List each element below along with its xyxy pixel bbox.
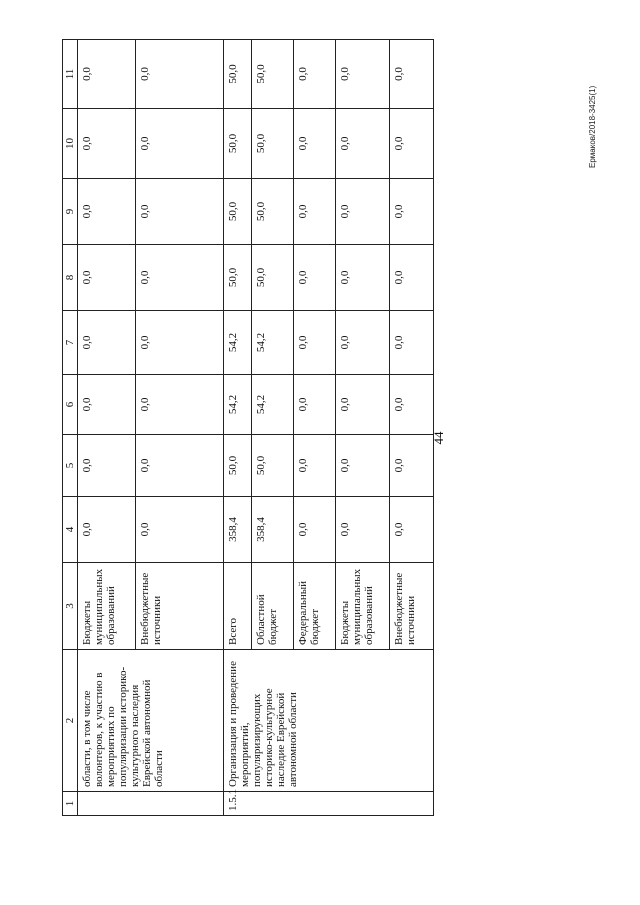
value-cell: 0,0 (294, 375, 336, 435)
value-cell: 0,0 (294, 435, 336, 497)
value-cell: 54,2 (252, 311, 294, 375)
value-cell: 0,0 (136, 435, 224, 497)
budget-table (62, 39, 434, 816)
funding-source-cell: Внебюджетные источники (136, 563, 224, 650)
header-cell: 2 (63, 650, 78, 792)
funding-source-cell: Федеральный бюджет (294, 563, 336, 650)
item-number-cell: 1.5.1 (224, 792, 434, 816)
value-cell: 50,0 (252, 109, 294, 179)
value-cell: 0,0 (78, 40, 136, 109)
value-cell: 0,0 (136, 109, 224, 179)
value-cell: 50,0 (252, 245, 294, 311)
header-cell: 1 (63, 792, 78, 816)
value-cell: 0,0 (294, 245, 336, 311)
value-cell: 0,0 (294, 109, 336, 179)
value-cell: 0,0 (336, 179, 390, 245)
value-cell: 0,0 (136, 311, 224, 375)
value-cell: 0,0 (336, 245, 390, 311)
item-description-cell: области, в том числе волонтеров, к участию в мероприятиях по популяризации историко-культурного наследия Еврейской автономной области (78, 650, 224, 792)
value-cell: 50,0 (224, 40, 252, 109)
funding-source-cell: Бюджеты муниципальных образований (78, 563, 136, 650)
value-cell: 0,0 (294, 497, 336, 563)
header-cell: 11 (63, 40, 78, 109)
value-cell: 50,0 (224, 179, 252, 245)
value-cell: 0,0 (336, 497, 390, 563)
header-cell: 8 (63, 245, 78, 311)
value-cell: 0,0 (78, 245, 136, 311)
value-cell: 0,0 (336, 109, 390, 179)
header-cell: 7 (63, 311, 78, 375)
funding-source-cell: Областной бюджет (252, 563, 294, 650)
value-cell: 54,2 (252, 375, 294, 435)
header-cell: 9 (63, 179, 78, 245)
table-row (78, 40, 136, 816)
value-cell: 0,0 (390, 40, 434, 109)
item-description-cell: Организация и проведение мероприятий, популяризирующих историко-культурное наследие Еврейской автономной области (224, 650, 434, 792)
table-row (224, 40, 252, 816)
value-cell: 50,0 (224, 109, 252, 179)
value-cell: 358,4 (252, 497, 294, 563)
value-cell: 0,0 (78, 497, 136, 563)
value-cell: 0,0 (78, 109, 136, 179)
value-cell: 54,2 (224, 311, 252, 375)
value-cell: 0,0 (294, 311, 336, 375)
funding-source-cell: Всего (224, 563, 252, 650)
value-cell: 0,0 (390, 109, 434, 179)
value-cell: 50,0 (224, 245, 252, 311)
value-cell: 0,0 (136, 40, 224, 109)
page-number: 44 (431, 431, 446, 445)
value-cell: 0,0 (390, 311, 434, 375)
value-cell: 0,0 (336, 375, 390, 435)
header-cell: 6 (63, 375, 78, 435)
value-cell: 0,0 (78, 375, 136, 435)
funding-source-cell: Бюджеты муниципальных образований (336, 563, 390, 650)
value-cell: 0,0 (390, 179, 434, 245)
value-cell: 0,0 (78, 435, 136, 497)
value-cell: 0,0 (336, 40, 390, 109)
value-cell: 50,0 (252, 40, 294, 109)
item-number-cell (78, 792, 224, 816)
header-cell: 10 (63, 109, 78, 179)
value-cell: 0,0 (390, 497, 434, 563)
value-cell: 54,2 (224, 375, 252, 435)
value-cell: 0,0 (294, 179, 336, 245)
header-row (63, 40, 78, 816)
value-cell: 0,0 (136, 375, 224, 435)
header-cell: 3 (63, 563, 78, 650)
value-cell: 50,0 (252, 435, 294, 497)
document-stamp: Ермаков/2018-3425(1) (588, 85, 597, 168)
rotated-table-container (62, 40, 437, 816)
value-cell: 0,0 (136, 497, 224, 563)
value-cell: 0,0 (390, 245, 434, 311)
value-cell: 0,0 (390, 435, 434, 497)
value-cell: 0,0 (336, 435, 390, 497)
value-cell: 0,0 (336, 311, 390, 375)
value-cell: 0,0 (390, 375, 434, 435)
value-cell: 358,4 (224, 497, 252, 563)
header-cell: 5 (63, 435, 78, 497)
value-cell: 0,0 (136, 245, 224, 311)
value-cell: 0,0 (78, 179, 136, 245)
value-cell: 0,0 (294, 40, 336, 109)
funding-source-cell: Внебюджетные источники (390, 563, 434, 650)
header-cell: 4 (63, 497, 78, 563)
value-cell: 0,0 (78, 311, 136, 375)
value-cell: 0,0 (136, 179, 224, 245)
value-cell: 50,0 (224, 435, 252, 497)
value-cell: 50,0 (252, 179, 294, 245)
